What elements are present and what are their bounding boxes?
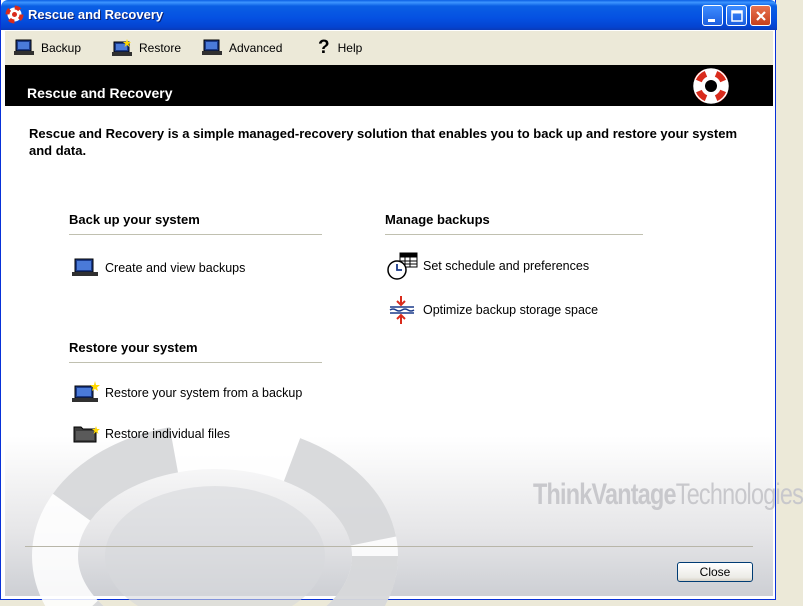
lifering-watermark-icon: [45, 436, 385, 606]
brand-bold: ThinkVantage: [533, 478, 676, 511]
laptop-advanced-icon: [201, 39, 223, 57]
menu-help-label: Help: [337, 41, 363, 55]
menu-backup-label: Backup: [41, 41, 82, 55]
title-bar[interactable]: [1, 0, 777, 30]
minimize-icon: [703, 6, 724, 27]
laptop-restore-icon: [71, 381, 101, 405]
help-icon: ?: [318, 37, 330, 58]
optimize-storage-label: Optimize backup storage space: [423, 303, 599, 317]
restore-individual-files-label: Restore individual files: [105, 427, 231, 441]
menu-bar: [5, 31, 773, 66]
menu-restore[interactable]: [111, 31, 181, 65]
folder-restore-icon: [71, 423, 101, 445]
menu-advanced[interactable]: [201, 31, 282, 65]
restore-from-backup-link[interactable]: [71, 381, 302, 405]
menu-advanced-label: Advanced: [229, 41, 283, 55]
lifebuoy-logo-icon: [692, 67, 730, 105]
menu-help[interactable]: [318, 31, 362, 65]
manage-section-heading: Manage backups: [385, 212, 490, 227]
laptop-icon: [13, 39, 35, 57]
intro-text: Rescue and Recovery is a simple managed-recovery solution that enables you to back up and restore your system and data.: [29, 126, 738, 158]
window-close-button[interactable]: [750, 5, 771, 26]
laptop-restore-icon: [111, 39, 133, 57]
manage-divider: [385, 234, 643, 235]
schedule-preferences-label: Set schedule and preferences: [423, 259, 590, 273]
create-view-backups-label: Create and view backups: [105, 261, 246, 275]
restore-section-heading: Restore your system: [69, 340, 198, 355]
create-view-backups-link[interactable]: [71, 257, 245, 279]
footer-divider: [25, 546, 753, 547]
window-title: Rescue and Recovery: [28, 7, 164, 22]
lifebuoy-icon: [7, 7, 22, 22]
banner-title: Rescue and Recovery: [27, 85, 173, 101]
backup-section-heading: Back up your system: [69, 212, 200, 227]
optimize-storage-link[interactable]: [387, 296, 598, 324]
laptop-icon: [71, 257, 101, 279]
compress-storage-icon: [387, 296, 419, 324]
restore-individual-files-link[interactable]: [71, 423, 230, 445]
menu-backup[interactable]: [13, 31, 81, 65]
backup-divider: [69, 234, 322, 235]
main-content: [5, 106, 803, 596]
close-icon: [751, 6, 772, 27]
header-banner: [5, 65, 773, 106]
maximize-icon: [727, 6, 748, 27]
minimize-button[interactable]: [702, 5, 723, 26]
close-button[interactable]: Close: [677, 562, 753, 582]
maximize-button[interactable]: [726, 5, 747, 26]
brand-light: Technologies: [675, 478, 803, 511]
restore-divider: [69, 362, 322, 363]
schedule-preferences-link[interactable]: [387, 252, 589, 280]
thinkvantage-brand-logo: [533, 478, 803, 512]
restore-from-backup-label: Restore your system from a backup: [105, 386, 303, 400]
menu-restore-label: Restore: [139, 41, 182, 55]
schedule-clock-icon: [387, 252, 419, 280]
